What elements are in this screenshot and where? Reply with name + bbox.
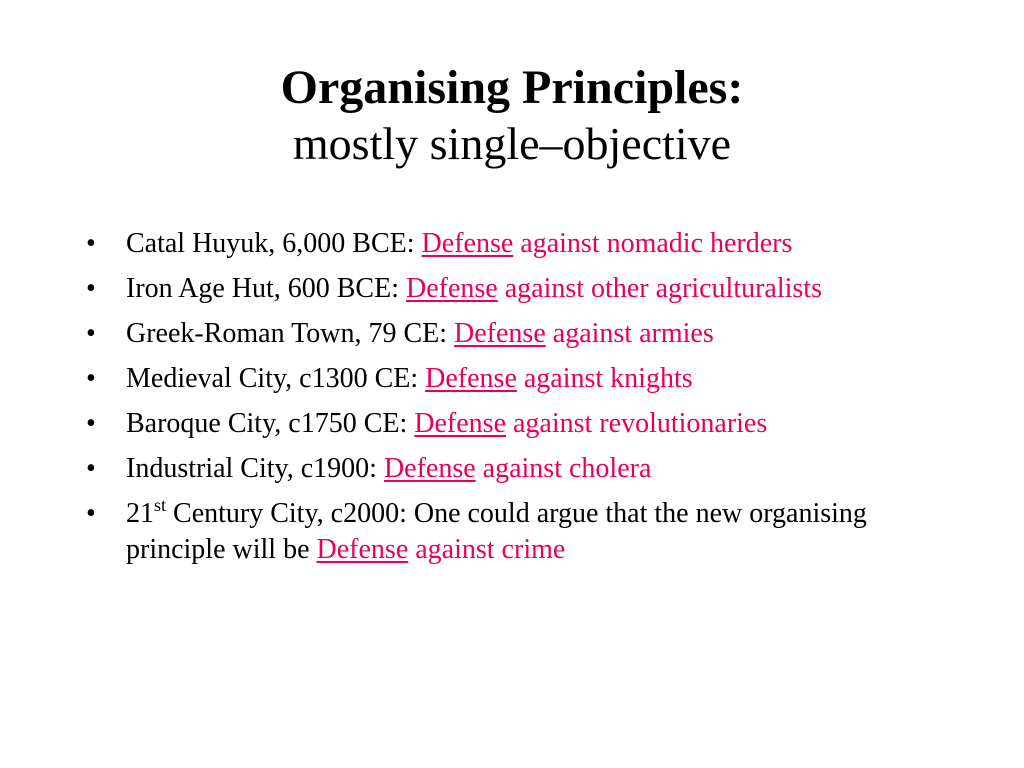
item-text: Century City, c2000: One could argue that the new organising principle will be [126, 498, 867, 565]
bullet-icon: • [86, 228, 96, 259]
list-item [78, 316, 948, 352]
item-text: Medieval City, c1300 CE: [126, 363, 426, 394]
defense-link[interactable]: Defense [316, 534, 409, 565]
item-number: 21 [126, 498, 154, 529]
item-text: Catal Huyuk, 6,000 BCE: [126, 228, 422, 259]
defense-link[interactable]: Defense [406, 273, 498, 304]
bullet-icon: • [86, 363, 96, 394]
defense-link[interactable]: Defense [454, 318, 546, 349]
item-accent-text: against nomadic herders [513, 228, 793, 259]
bullet-icon: • [86, 498, 96, 529]
defense-link[interactable]: Defense [414, 408, 506, 439]
defense-link[interactable]: Defense [425, 363, 517, 394]
list-item [78, 226, 948, 262]
item-accent-text: against armies [545, 318, 714, 349]
title-block [0, 58, 1024, 170]
bullet-icon: • [86, 453, 96, 484]
item-accent-text: against crime [408, 534, 566, 565]
slide-subtitle: mostly single–objective [292, 118, 732, 169]
slide-title: Organising Principles: [280, 61, 744, 114]
bullet-list [78, 226, 948, 577]
bullet-icon: • [86, 318, 96, 349]
list-item [78, 361, 948, 397]
defense-link[interactable]: Defense [383, 453, 476, 484]
list-item [78, 406, 948, 442]
bullet-icon: • [86, 273, 96, 304]
list-item [78, 496, 948, 568]
list-item [78, 451, 948, 487]
item-accent-text: against knights [516, 363, 693, 394]
item-accent-text: against other agriculturalists [497, 273, 822, 304]
defense-link[interactable]: Defense [421, 228, 514, 259]
list-item [78, 271, 948, 307]
item-text: Greek-Roman Town, 79 CE: [126, 318, 455, 349]
ordinal-suffix: st [154, 495, 167, 515]
bullet-icon: • [86, 408, 96, 439]
item-text: Iron Age Hut, 600 BCE: [126, 273, 406, 304]
item-accent-text: against cholera [475, 453, 652, 484]
item-text: Baroque City, c1750 CE: [126, 408, 415, 439]
item-accent-text: against revolutionaries [506, 408, 768, 439]
item-text: Industrial City, c1900: [126, 453, 384, 484]
